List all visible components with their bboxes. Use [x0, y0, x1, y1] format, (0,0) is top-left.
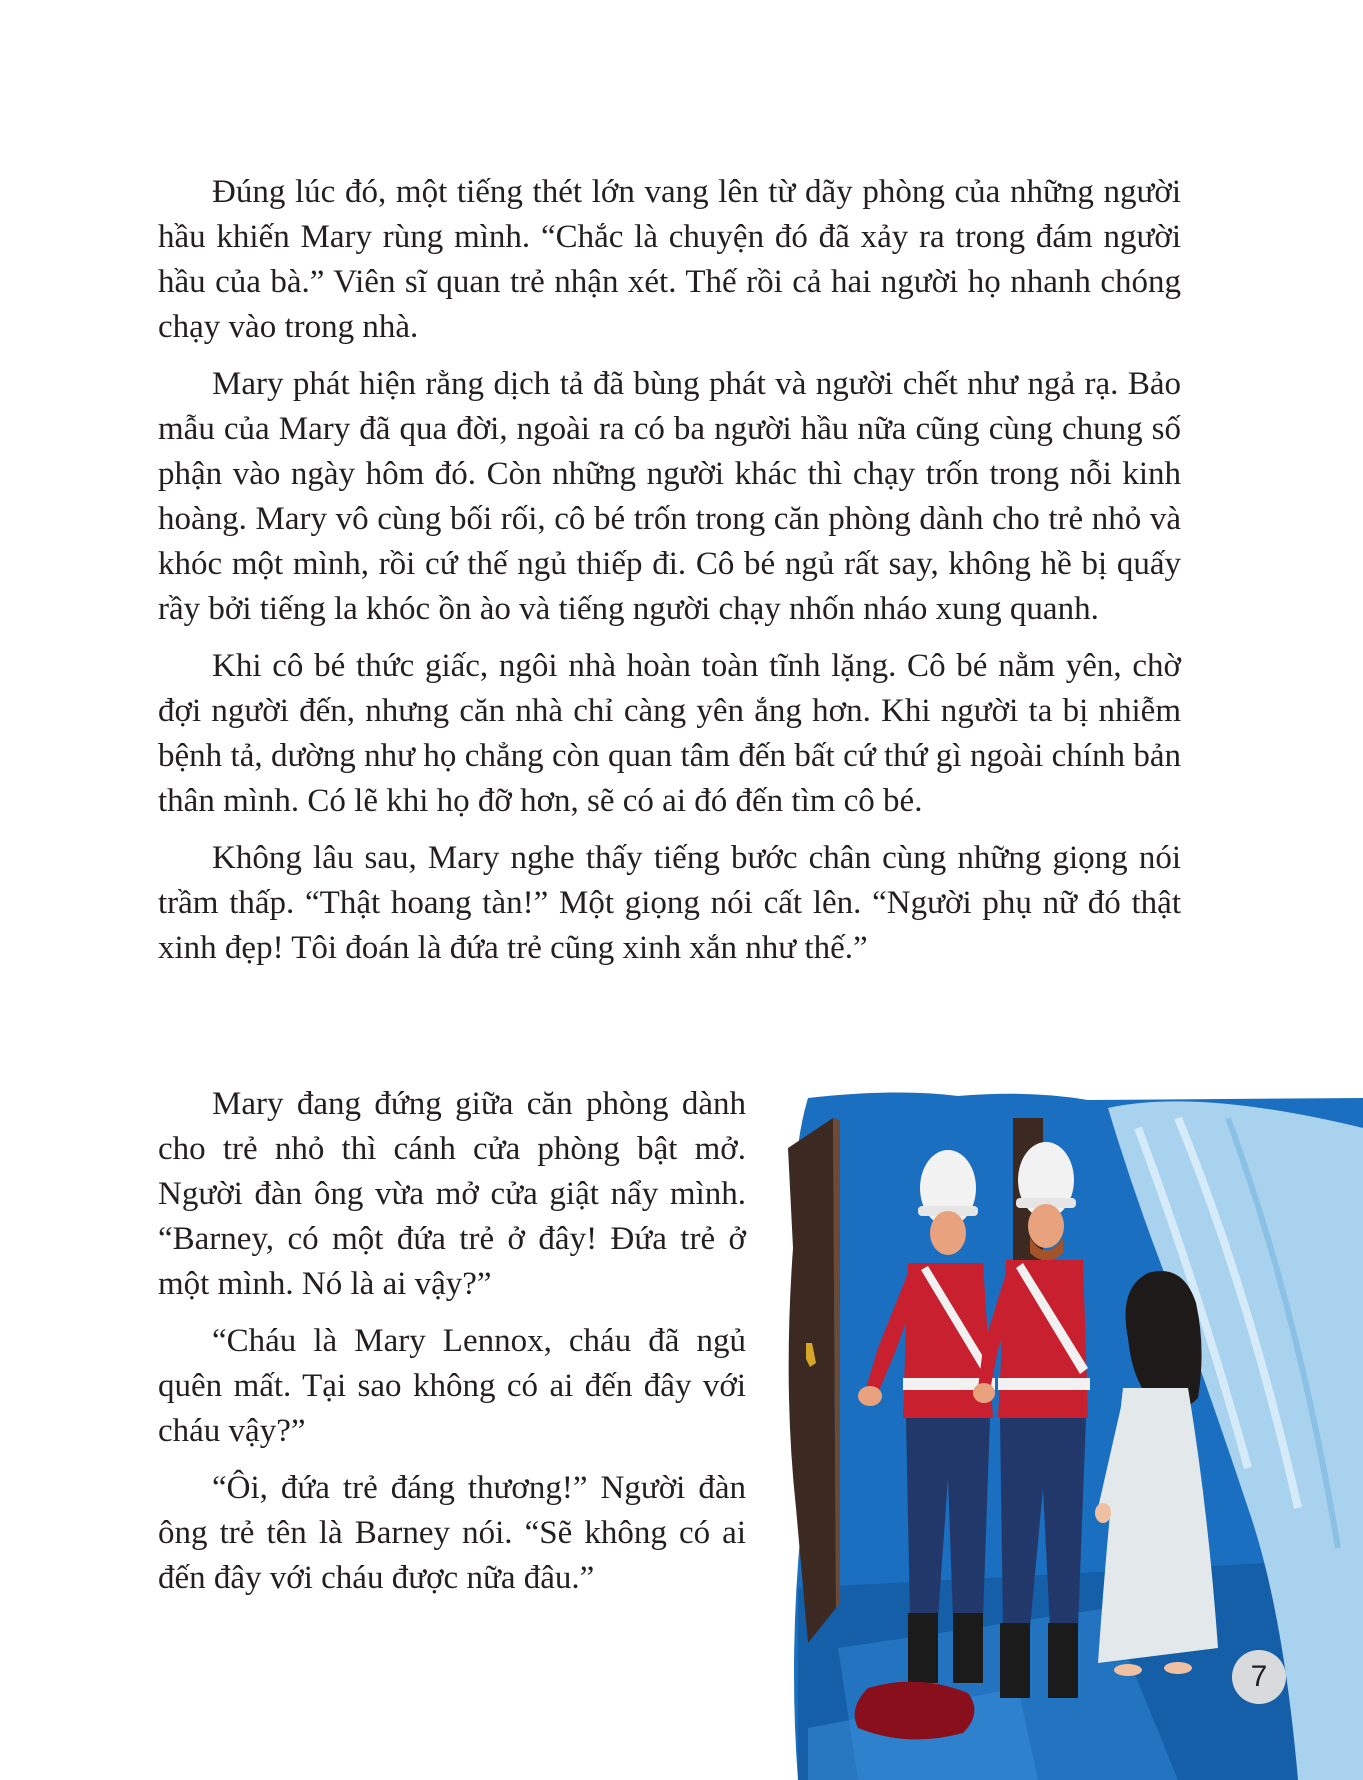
floor-cushion — [855, 1682, 975, 1740]
paragraph: “Cháu là Mary Lennox, cháu đã ngủ quên mất. Tại sao không có ai đến đây với cháu vậy?” — [158, 1323, 746, 1449]
paragraph: Mary đang đứng giữa căn phòng dành cho trẻ nhỏ thì cánh cửa phòng bật mở. Người đàn ông vừa mở cửa giật nẩy mình. “Barney, có một đứa trẻ ở đây! Đứa trẻ ở một mình. Nó là ai vậy?” — [158, 1086, 746, 1302]
paragraph: Khi cô bé thức giấc, ngôi nhà hoàn toàn tĩnh lặng. Cô bé nằm yên, chờ đợi người đến, nhưng căn nhà chỉ càng yên ắng hơn. Khi người ta bị nhiễm bệnh tả, dường như họ chẳng còn quan tâm đến bất cứ thứ gì ngoài chính bản thân mình. Có lẽ khi họ đỡ hơn, sẽ có ai đó đến tìm cô bé. — [158, 648, 1181, 819]
page-number-badge: 7 — [1232, 1650, 1286, 1704]
paragraph: Mary phát hiện rằng dịch tả đã bùng phát và người chết như ngả rạ. Bảo mẫu của Mary đã qua đời, ngoài ra có ba người hầu nữa cũng cùng chung số phận vào ngày hôm đó. Còn những người khác thì chạy trốn trong nỗi kinh hoàng. Mary vô cùng bối rối, cô bé trốn trong căn phòng dành cho trẻ nhỏ và khóc một mình, rồi cứ thế ngủ thiếp đi. Cô bé ngủ rất say, không hề bị quấy rầy bởi tiếng la khóc ồn ào và tiếng người chạy nhốn nháo xung quanh. — [158, 366, 1181, 627]
paragraph: “Ôi, đứa trẻ đáng thương!” Người đàn ông trẻ tên là Barney nói. “Sẽ không có ai đến đây với cháu được nữa đâu.” — [158, 1470, 746, 1596]
paragraph: Đúng lúc đó, một tiếng thét lớn vang lên từ dãy phòng của những người hầu khiến Mary rùng mình. “Chắc là chuyện đó đã xảy ra trong đám người hầu của bà.” Viên sĩ quan trẻ nhận xét. Thế rồi cả hai người họ nhanh chóng chạy vào trong nhà. — [158, 174, 1181, 345]
paragraph: Không lâu sau, Mary nghe thấy tiếng bước chân cùng những giọng nói trầm thấp. “Thật hoang tàn!” Một giọng nói cất lên. “Người phụ nữ đó thật xinh đẹp! Tôi đoán là đứa trẻ cũng xinh xắn như thế.” — [158, 840, 1181, 966]
text-column-narrow — [158, 1082, 746, 1613]
door — [788, 1118, 836, 1643]
text-column-full — [158, 170, 1181, 983]
